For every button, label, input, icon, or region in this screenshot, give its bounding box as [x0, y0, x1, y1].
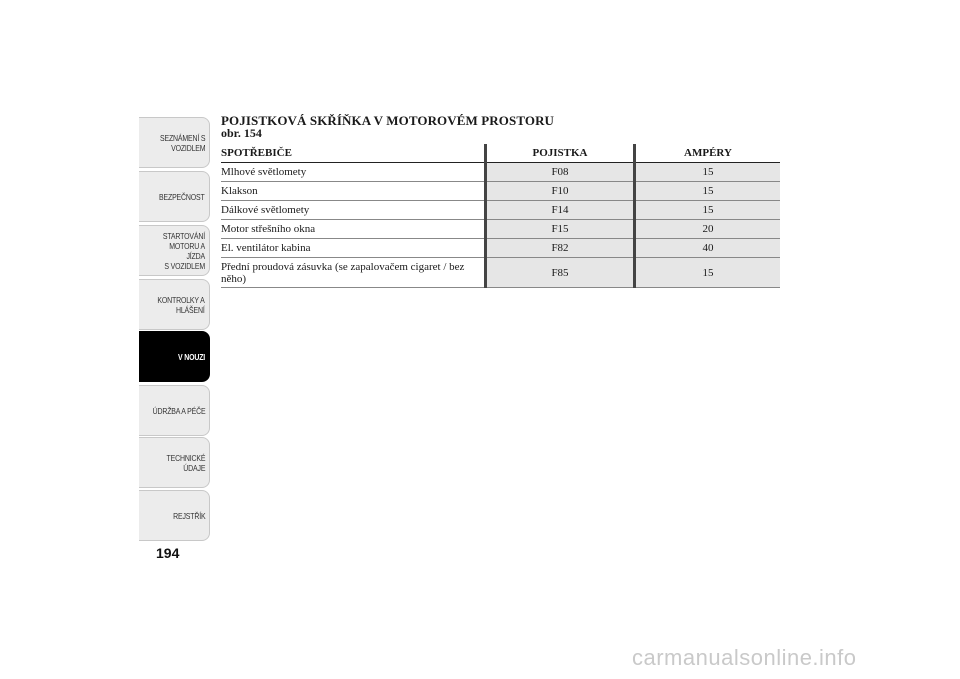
cell-fuse: F14 — [486, 201, 635, 220]
section-title: POJISTKOVÁ SKŘÍŇKA V MOTOROVÉM PROSTORU — [221, 113, 555, 128]
tab-label: BEZPEČNOST — [159, 191, 205, 202]
cell-consumer: Motor střešního okna — [221, 220, 486, 239]
cell-consumer: Dálkové světlomety — [221, 201, 486, 220]
tab-v-nouzi[interactable] — [139, 331, 210, 382]
table-row — [221, 239, 780, 258]
cell-consumer: El. ventilátor kabina — [221, 239, 486, 258]
tab-technicke-udaje[interactable] — [139, 437, 210, 488]
table-header-row — [221, 144, 780, 163]
table-row — [221, 163, 780, 182]
tab-bezpecnost[interactable] — [139, 171, 210, 222]
cell-fuse: F85 — [486, 258, 635, 288]
tab-startovani-motoru[interactable] — [139, 225, 210, 276]
cell-fuse: F08 — [486, 163, 635, 182]
fuse-table — [221, 144, 780, 288]
tab-rejstrik[interactable] — [139, 490, 210, 541]
cell-fuse: F15 — [486, 220, 635, 239]
tab-label: ÚDRŽBA A PÉČE — [152, 405, 205, 416]
tab-kontrolky-a-hlaseni[interactable] — [139, 279, 210, 330]
tab-label: V NOUZI — [177, 351, 205, 362]
tab-label: KONTROLKY A HLÁŠENÍ — [157, 294, 205, 315]
cell-amperes: 40 — [635, 239, 781, 258]
header-fuse: POJISTKA — [486, 144, 635, 163]
table-row — [221, 201, 780, 220]
tab-label: STARTOVÁNÍ MOTORU A JÍZDA S VOZIDLEM — [162, 230, 205, 271]
cell-amperes: 15 — [635, 182, 781, 201]
tab-seznameni-s-vozidlem[interactable] — [139, 117, 210, 168]
watermark: carmanualsonline.info — [632, 645, 857, 670]
tab-label: SEZNÁMENÍ S VOZIDLEM — [159, 132, 205, 153]
tab-udrzba-a-pece[interactable] — [139, 385, 210, 436]
cell-consumer: Přední proudová zásuvka (se zapalovačem cigaret / bez něho) — [221, 258, 486, 288]
cell-amperes: 15 — [635, 163, 781, 182]
table-row — [221, 182, 780, 201]
header-amperes: AMPÉRY — [635, 144, 781, 163]
table-row — [221, 220, 780, 239]
cell-amperes: 20 — [635, 220, 781, 239]
tab-label: REJSTŘÍK — [172, 510, 205, 521]
cell-fuse: F10 — [486, 182, 635, 201]
tab-label: TECHNICKÉ ÚDAJE — [166, 452, 205, 473]
cell-fuse: F82 — [486, 239, 635, 258]
page-number: 194 — [156, 545, 180, 561]
figure-reference: obr. 154 — [221, 126, 262, 140]
cell-amperes: 15 — [635, 258, 781, 288]
cell-amperes: 15 — [635, 201, 781, 220]
table-row — [221, 258, 780, 288]
cell-consumer: Mlhové světlomety — [221, 163, 486, 182]
header-consumers: SPOTŘEBIČE — [221, 144, 486, 163]
cell-consumer: Klakson — [221, 182, 486, 201]
